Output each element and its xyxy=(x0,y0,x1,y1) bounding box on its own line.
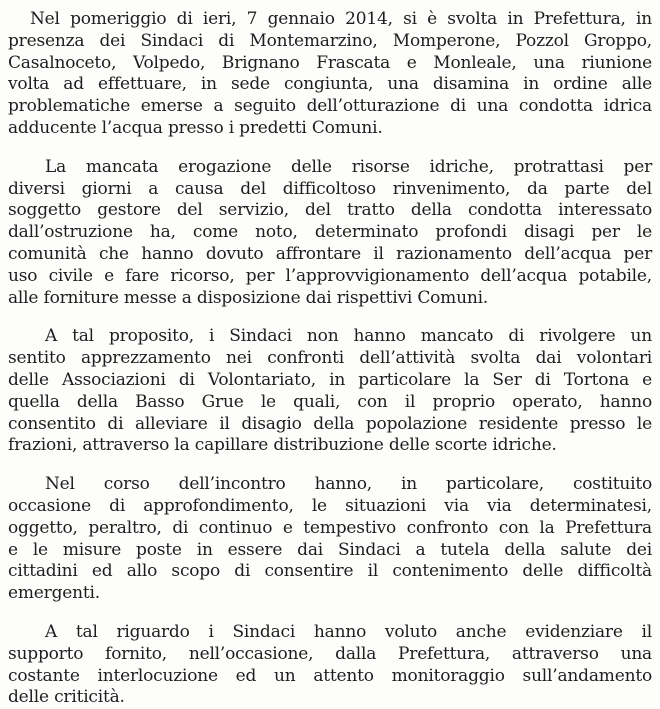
text-line: Casalnoceto, Volpedo, Brignano Frascata e Monleale, una riunione xyxy=(8,52,652,73)
text-line: frazioni, attraverso la capillare distribuzione delle scorte idriche. xyxy=(8,435,557,456)
text-line: adducente l’acqua presso i predetti Comuni. xyxy=(8,117,383,138)
text-line: dall’ostruzione ha, come noto, determinato profondi disagi per le xyxy=(8,222,652,243)
text-line: supporto fornito, nell’occasione, dalla Prefettura, attraverso una xyxy=(8,643,652,664)
text-line: comunità che hanno dovuto affrontare il razionamento dell’acqua per xyxy=(8,243,652,264)
text-line: problematiche emerse a seguito dell’otturazione di una condotta idrica xyxy=(8,96,652,117)
text-line: presenza dei Sindaci di Montemarzino, Momperone, Pozzol Groppo, xyxy=(8,30,652,51)
text-line: La mancata erogazione delle risorse idriche, protrattasi per xyxy=(45,156,652,177)
text-line: soggetto gestore del servizio, del tratto della condotta interessato xyxy=(8,200,652,221)
text-line: costante interlocuzione ed un attento monitoraggio sull’andamento xyxy=(8,665,652,686)
text-line: Nel pomeriggio di ieri, 7 gennaio 2014, si è svolta in Prefettura, in xyxy=(30,9,652,29)
text-line: delle criticità. xyxy=(8,687,125,708)
text-line: volta ad effettuare, in sede congiunta, una disamina in ordine alle xyxy=(8,74,652,95)
text-line: cittadini ed allo scopo di consentire il contenimento delle difficoltà xyxy=(8,561,652,582)
text-line: emergenti. xyxy=(8,583,100,604)
text-line: quella della Basso Grue le quali, con il proprio operato, hanno xyxy=(8,391,652,412)
text-line: occasione di approfondimento, le situazioni via via determinatesi, xyxy=(8,495,652,516)
text-line: A tal riguardo i Sindaci hanno voluto anche evidenziare il xyxy=(45,621,652,642)
text-line: oggetto, peraltro, di continuo e tempestivo confronto con la Prefettura xyxy=(8,517,652,538)
text-line: alle forniture messe a disposizione dai rispettivi Comuni. xyxy=(8,287,489,308)
text-line: A tal proposito, i Sindaci non hanno mancato di rivolgere un xyxy=(45,326,652,347)
text-line: e le misure poste in essere dai Sindaci a tutela della salute dei xyxy=(8,539,652,560)
text-line: uso civile e fare ricorso, per l’approvvigionamento dell’acqua potabile, xyxy=(8,265,652,286)
text-line: consentito di alleviare il disagio della popolazione residente presso le xyxy=(8,413,652,434)
text-line: diversi giorni a causa del difficoltoso rinvenimento, da parte del xyxy=(8,178,652,199)
text-line: delle Associazioni di Volontariato, in particolare la Ser di Tortona e xyxy=(8,369,652,390)
text-line: Nel corso dell’incontro hanno, in particolare, costituito xyxy=(45,474,652,495)
text-line: sentito apprezzamento nei confronti dell’attività svolta dai volontari xyxy=(8,348,652,369)
